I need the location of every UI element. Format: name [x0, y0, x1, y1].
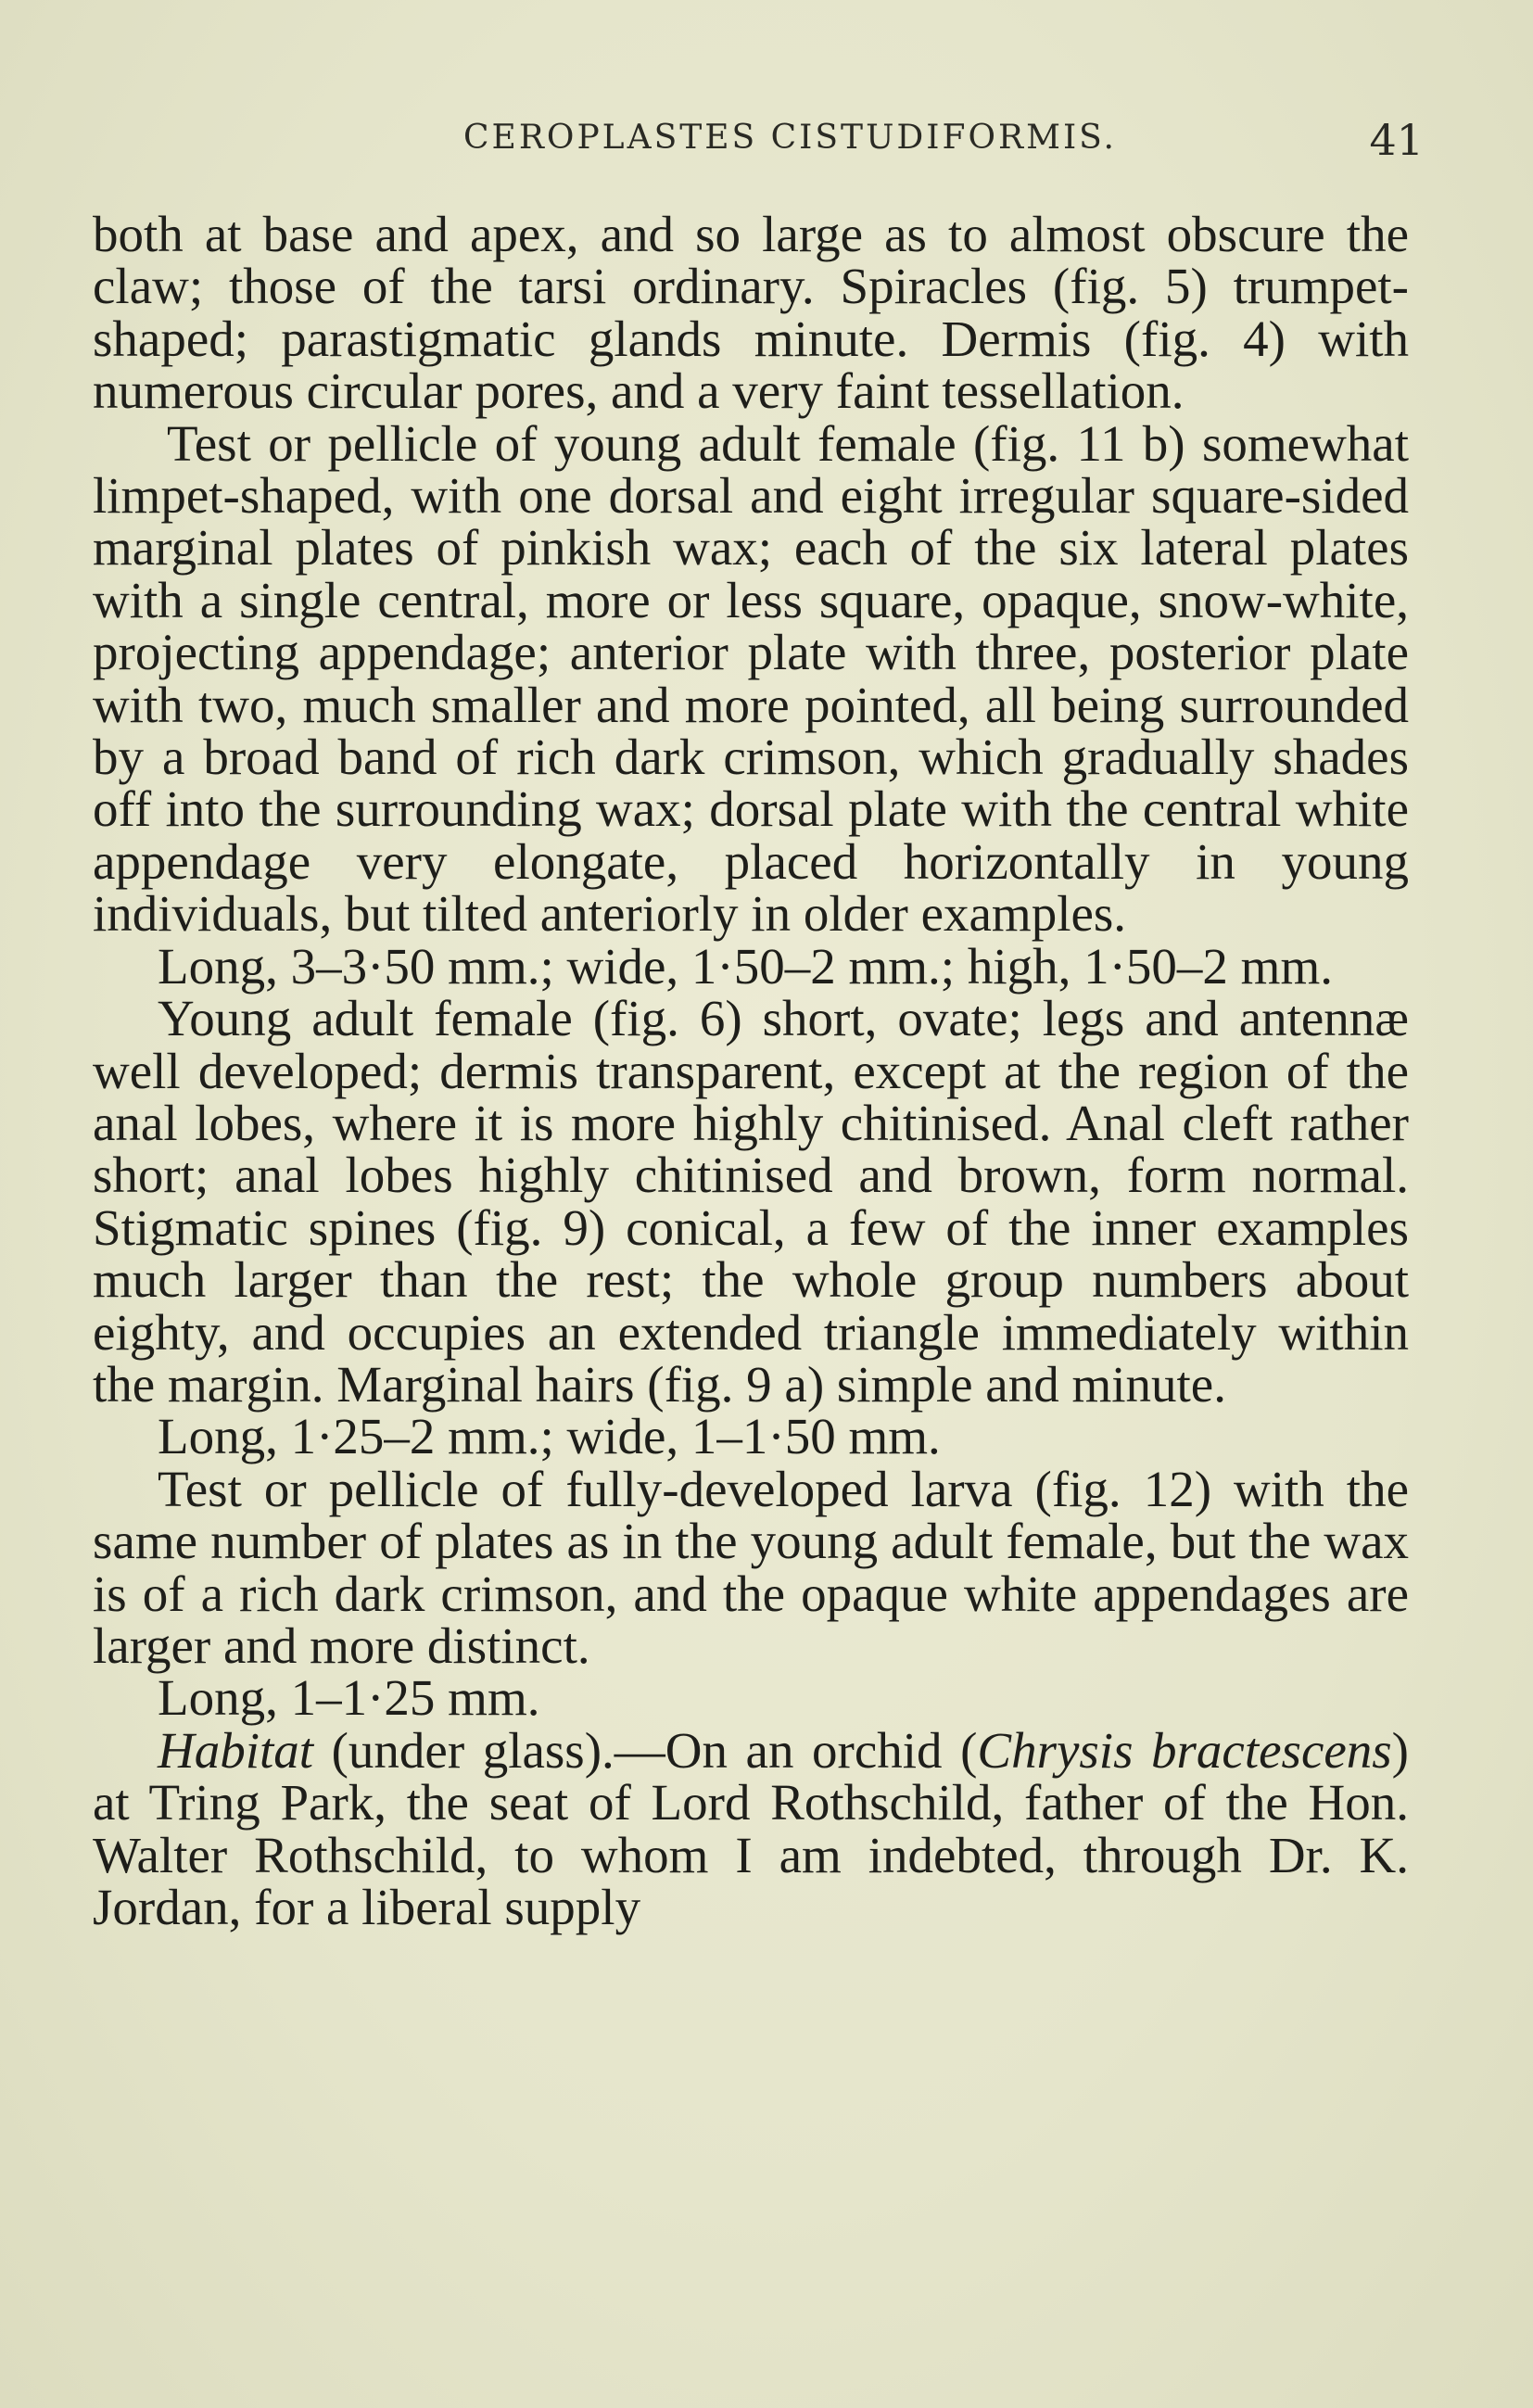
paragraph-measurements-adult: Long, 3–3·50 mm.; wide, 1·50–2 mm.; high, 1·50–2 mm. [158, 937, 1333, 995]
page-header [102, 115, 1424, 174]
paragraph-measurements-young: Long, 1·25–2 mm.; wide, 1–1·50 mm. [158, 1408, 941, 1465]
habitat-label: Habitat [158, 1721, 314, 1779]
habitat-text-1: (under glass).—On an orchid ( [313, 1721, 978, 1779]
habitat-text-2: ) at Tring Park, the seat of Lord Rothschild, father of the Hon. Walter Rothschild, to whom I am indebted, through Dr. K. Jordan, for a liberal supply [93, 1721, 1409, 1935]
page-number: 41 [1369, 115, 1424, 165]
paragraph-continued-legs: both at base and apex, and so large as to almost obscure the claw; those of the tarsi ordinary. Spiracles (fig. 5) trumpet-shaped; parastigmatic glands minute. Dermis (fig. 4) with numerous circular pores, and a very faint tessellation. [93, 206, 1409, 420]
paragraph-test-larva: Test or pellicle of fully-developed larva (fig. 12) with the same number of plates as in the young adult female, but the wax is of a rich dark crimson, and the opaque white appendages are larger and more distinct. [93, 1460, 1409, 1674]
body-text [93, 206, 1409, 1935]
paragraph-measurements-larva: Long, 1–1·25 mm. [158, 1669, 540, 1727]
species-name: Chrysis bractescens [977, 1721, 1392, 1779]
paragraph-young-adult-female: Young adult female (fig. 6) short, ovate; legs and antennæ well developed; dermis transparent, except at the region of the anal lobes, where it is more highly chitinised. Anal cleft rather short; anal lobes highly chitinised and brown, form normal. Stigmatic spines (fig. 9) conical, a few of the inner examples much larger than the rest; the whole group numbers about eighty, and occupies an extended triangle immediately within the margin. Marginal hairs (fig. 9 a) simple and minute. [93, 990, 1409, 1413]
paragraph-test-young-adult: Test or pellicle of young adult female (fig. 11 b) somewhat limpet-shaped, with one dorsal and eight irregular square-sided marginal plates of pinkish wax; each of the six lateral plates with a single central, more or less square, opaque, snow-white, projecting appendage; anterior plate with three, posterior plate with two, much smaller and more pointed, all being surrounded by a broad band of rich dark crimson, which gradually shades off into the surrounding wax; dorsal plate with the central white appendage very elongate, placed horizontally in young individuals, but tilted anteriorly in older examples. [93, 414, 1409, 943]
paragraph-habitat [93, 1721, 1409, 1935]
running-title: CEROPLASTES CISTUDIFORMIS. [463, 119, 1117, 157]
